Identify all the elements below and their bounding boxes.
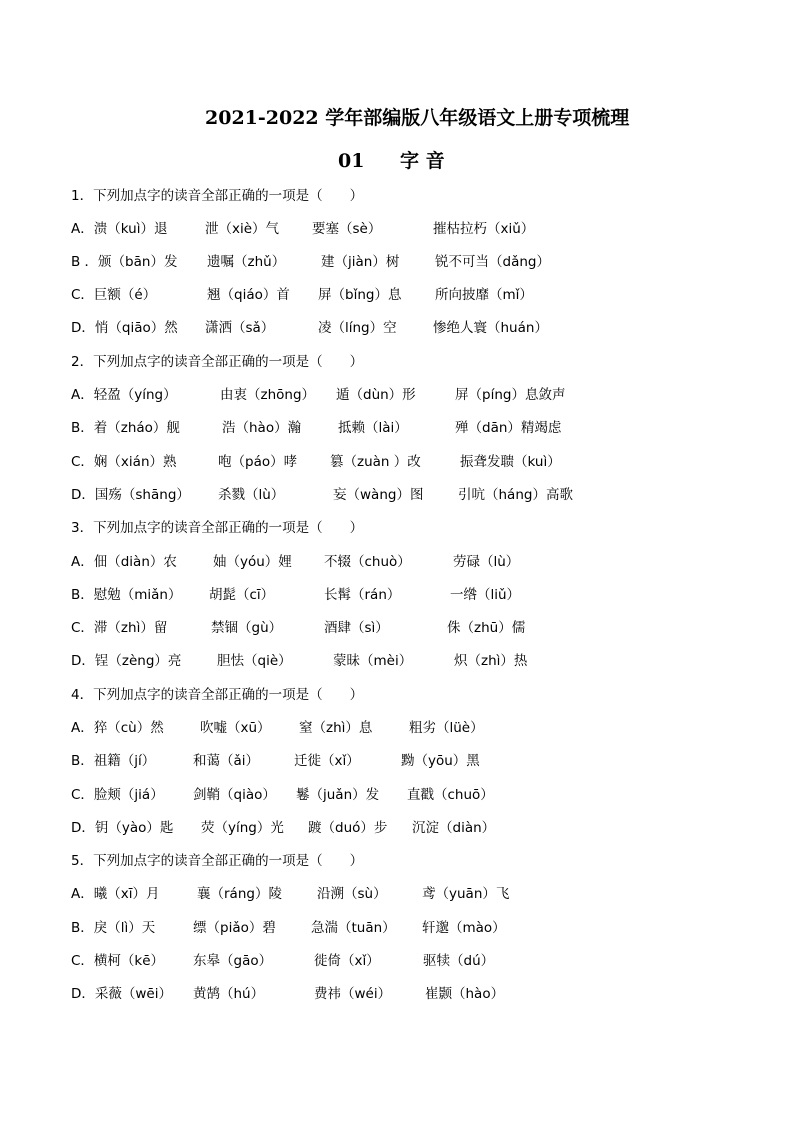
option-item: 锐不可当（dǎng） xyxy=(435,254,550,270)
option-item: 缥（piǎo）碧 xyxy=(193,920,276,936)
section-number: 01 xyxy=(338,150,365,172)
option-item: 禁锢（gù） xyxy=(211,620,283,636)
option-item: 襄（ráng）陵 xyxy=(197,886,282,902)
option-item: 黝（yōu）黑 xyxy=(401,753,480,769)
option-item: 胆怯（qiè） xyxy=(217,653,292,669)
option-item: 由衷（zhōng） xyxy=(220,387,316,403)
option-item: 徙倚（xǐ） xyxy=(314,953,380,969)
option-item: A．曦（xī）月 xyxy=(71,886,160,902)
option-item: C．娴（xián）熟 xyxy=(71,454,177,470)
option-item: B．慰勉（miǎn） xyxy=(71,587,182,603)
option-item: 崔颢（hào） xyxy=(425,986,505,1002)
page-title: 2021-2022 学年部编版八年级语文上册专项梳理 xyxy=(205,107,630,129)
option-item: 迁徙（xǐ） xyxy=(294,753,360,769)
option-item: 篡（zuàn ）改 xyxy=(330,454,421,470)
option-item: 窒（zhì）息 xyxy=(299,720,373,736)
question-stem: 3．下列加点字的读音全部正确的一项是（ ） xyxy=(71,520,364,536)
option-item: C．滞（zhì）留 xyxy=(71,620,168,636)
option-item: 妯（yóu）娌 xyxy=(213,554,292,570)
option-item: D．钥（yào）匙 xyxy=(71,820,174,836)
question-stem: 1．下列加点字的读音全部正确的一项是（ ） xyxy=(71,188,364,204)
option-item: 抵赖（lài） xyxy=(338,420,408,436)
section-heading xyxy=(338,146,445,173)
option-item: B．祖籍（jí） xyxy=(71,753,156,769)
option-item: 驱犊（dú） xyxy=(423,953,495,969)
option-item: 要塞（sè） xyxy=(312,221,382,237)
option-item: 黄鹄（hú） xyxy=(193,986,265,1002)
option-item: 急湍（tuān） xyxy=(311,920,396,936)
option-item: 轩邈（mào） xyxy=(422,920,506,936)
option-item: 沿溯（sù） xyxy=(317,886,387,902)
option-item: D．锃（zèng）亮 xyxy=(71,653,182,669)
question-stem: 2．下列加点字的读音全部正确的一项是（ ） xyxy=(71,354,364,370)
option-item: 侏（zhū）儒 xyxy=(447,620,526,636)
option-item: D．采薇（wēi） xyxy=(71,986,172,1002)
option-item: 惨绝人寰（huán） xyxy=(433,320,548,336)
option-item: 殚（dān）精竭虑 xyxy=(455,420,562,436)
option-item: 振聋发聩（kuì） xyxy=(460,454,561,470)
question-stem: 4．下列加点字的读音全部正确的一项是（ ） xyxy=(71,687,364,703)
option-item: 所向披靡（mǐ） xyxy=(435,287,533,303)
option-item: A．轻盈（yíng） xyxy=(71,387,177,403)
option-item: B ．颁（bān）发 xyxy=(71,254,178,270)
option-item: 杀戮（lù） xyxy=(218,487,285,503)
option-item: 胡髭（cī） xyxy=(209,587,275,603)
option-item: 屏（píng）息敛声 xyxy=(455,387,566,403)
option-item: 摧枯拉朽（xiǔ） xyxy=(433,221,535,237)
option-item: 建（jiàn）树 xyxy=(321,254,400,270)
option-item: 酒肆（sì） xyxy=(324,620,389,636)
option-item: 咆（páo）哮 xyxy=(218,454,298,470)
option-item: C．横柯（kē） xyxy=(71,953,165,969)
option-item: 直戳（chuō） xyxy=(407,787,494,803)
option-item: 踱（duó）步 xyxy=(308,820,388,836)
option-item: 长髯（rán） xyxy=(324,587,401,603)
option-item: 凌（líng）空 xyxy=(318,320,397,336)
option-item: 炽（zhì）热 xyxy=(454,653,528,669)
option-item: B．着（zháo）舰 xyxy=(71,420,180,436)
option-item: 粗劣（lüè） xyxy=(409,720,484,736)
option-item: B．戾（lì）天 xyxy=(71,920,156,936)
option-item: 蒙昧（mèi） xyxy=(333,653,413,669)
question-stem: 5．下列加点字的读音全部正确的一项是（ ） xyxy=(71,853,364,869)
option-item: 和蔼（ǎi） xyxy=(193,753,260,769)
option-item: 浩（hào）瀚 xyxy=(222,420,302,436)
option-item: 潇洒（sǎ） xyxy=(205,320,275,336)
option-item: 妄（wàng）图 xyxy=(333,487,424,503)
option-item: C．脸颊（jiá） xyxy=(71,787,164,803)
option-item: D．悄（qiāo）然 xyxy=(71,320,178,336)
option-item: 沉淀（diàn） xyxy=(412,820,496,836)
option-item: 泄（xiè）气 xyxy=(205,221,280,237)
option-item: 东皋（gāo） xyxy=(193,953,273,969)
option-item: 一绺（liǔ） xyxy=(450,587,521,603)
option-item: 剑鞘（qiào） xyxy=(193,787,276,803)
option-item: A．佃（diàn）农 xyxy=(71,554,177,570)
option-item: 不辍（chuò） xyxy=(324,554,411,570)
option-item: 荧（yíng）光 xyxy=(201,820,284,836)
option-item: C．巨额（é） xyxy=(71,287,157,303)
option-item: 吹嘘（xū） xyxy=(200,720,271,736)
option-item: 翘（qiáo）首 xyxy=(207,287,290,303)
option-item: A．猝（cù）然 xyxy=(71,720,164,736)
option-item: 遁（dùn）形 xyxy=(336,387,416,403)
option-item: 鬈（juǎn）发 xyxy=(296,787,380,803)
option-item: 费祎（wéi） xyxy=(314,986,392,1002)
option-item: 屏（bǐng）息 xyxy=(318,287,402,303)
option-item: 劳碌（lù） xyxy=(453,554,520,570)
option-item: D．国殇（shāng） xyxy=(71,487,190,503)
option-item: A．溃（kuì）退 xyxy=(71,221,168,237)
option-item: 引吭（háng）高歌 xyxy=(458,487,573,503)
option-item: 鸢（yuān）飞 xyxy=(422,886,510,902)
section-title: 字 音 xyxy=(400,150,445,172)
option-item: 遗嘱（zhǔ） xyxy=(207,254,286,270)
